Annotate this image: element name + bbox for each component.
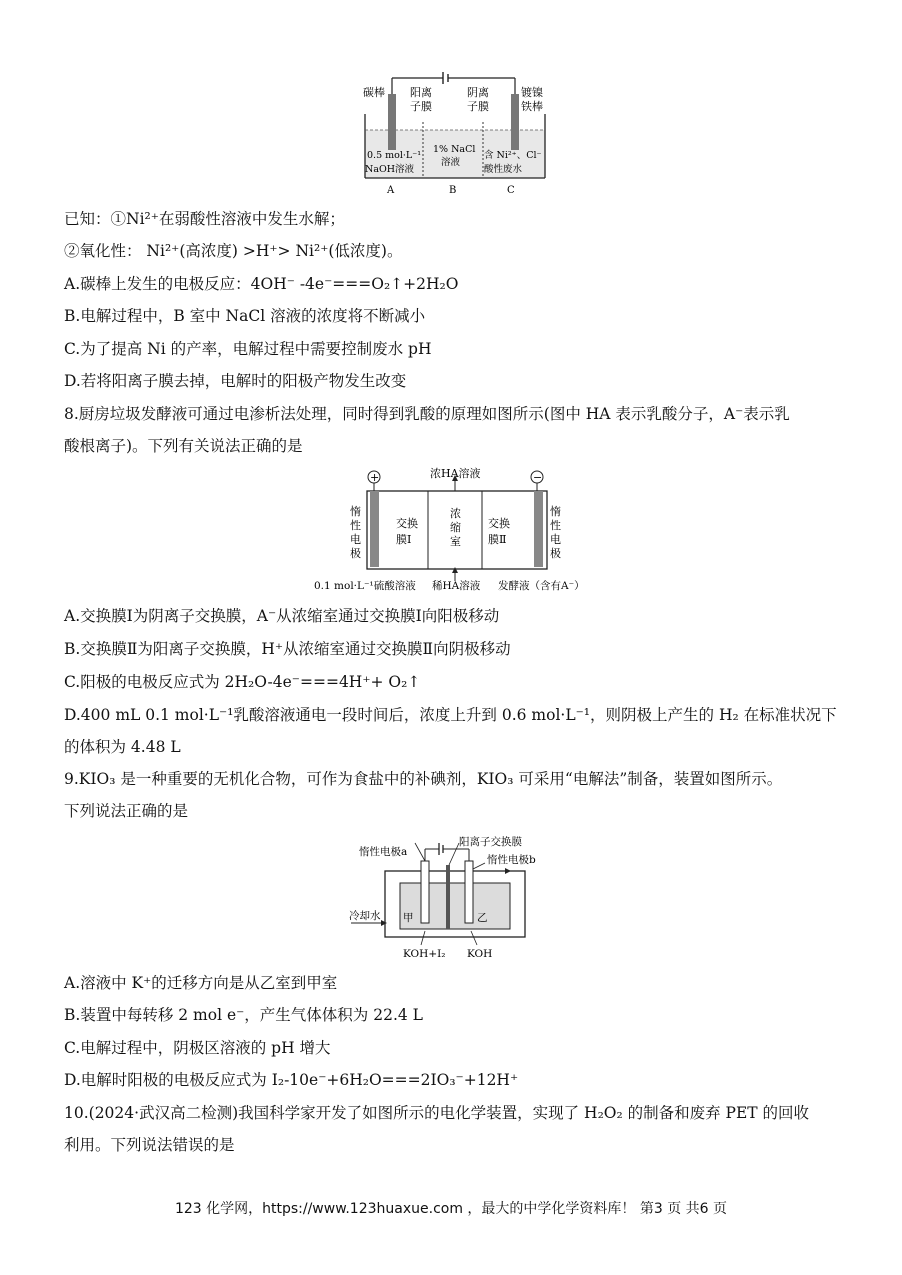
inert-right-2: 性 [550,519,561,532]
electrolysis-diagram-1 [355,66,555,198]
membrane-2-label-1: 交换 [488,517,510,530]
q9-option-d: D.电解时阳极的电极反应式为 I₂-10e⁻+6H₂O===2IO₃⁻+12H⁺ [64,1071,519,1089]
conc-room-3: 室 [450,535,461,548]
q9-option-b: B.装置中每转移 2 mol e⁻，产生气体体积为 22.4 L [64,1006,423,1024]
q8-option-a: A.交换膜Ⅰ为阴离子交换膜，A⁻从浓缩室通过交换膜Ⅰ向阳极移动 [64,607,500,625]
bottom-left-label: 0.1 mol·L⁻¹硫酸溶液 [314,580,416,592]
inert-right-3: 电 [550,533,561,546]
page-footer: 123 化学网，https://www.123huaxue.com ，最大的中学化学资料库！ 第3 页 共6 页 [174,1201,728,1217]
room-a-label: A [387,185,395,196]
inert-right-1: 惰 [550,505,561,518]
electrode-a-label: 惰性电极a [359,846,408,858]
q10-stem-1: 10.(2024·武汉高二检测)我国科学家开发了如图所示的电化学装置，实现了 H₂O₂ 的制备和废弃 PET 的回收 [64,1104,810,1122]
waste-label-2: 酸性废水 [484,164,523,175]
room-yi-label: 乙 [477,912,488,924]
conc-room-2: 缩 [450,521,461,534]
q9-stem-1: 9.KIO₃ 是一种重要的无机化合物，可作为食盐中的补碘剂，KIO₃ 可采用“电解法”制备，装置如图所示。 [64,770,783,788]
bottom-mid-label: 稀HA溶液 [432,580,481,592]
membrane-1-label-2: 膜Ⅰ [396,533,412,546]
cation-membrane-label-1: 阳离 [410,86,432,99]
conc-room-1: 浓 [450,507,461,520]
naoh-label-2: NaOH溶液 [365,164,415,175]
q8-option-b: B.交换膜Ⅱ为阳离子交换膜，H⁺从浓缩室通过交换膜Ⅱ向阴极移动 [64,640,511,658]
q8-option-d-2: 的体积为 4.48 L [64,738,181,756]
q10-stem-2: 利用。下列说法错误的是 [64,1136,235,1154]
q7-known-1: 已知：①Ni²⁺在弱酸性溶液中发生水解； [64,210,345,228]
q7-known-2: ②氧化性： Ni²⁺(高浓度) >H⁺> Ni²⁺(低浓度)。 [64,242,403,260]
inert-left-3: 电 [350,533,361,546]
room-c-label: C [507,185,515,196]
waste-label-1: 含 Ni²⁺、Cl⁻ [484,150,542,161]
minus-sign: − [533,471,543,484]
koh-i2-label: KOH+I₂ [403,948,446,960]
q8-option-d-1: D.400 mL 0.1 mol·L⁻¹乳酸溶液通电一段时间后，浓度上升到 0.6 mol·L⁻¹，则阴极上产生的 H₂ 在标准状况下 [64,706,837,724]
naoh-label-1: 0.5 mol·L⁻¹ [367,150,422,161]
membrane-2-label-2: 膜Ⅱ [488,533,507,546]
carbon-rod-label: 碳棒 [363,86,385,99]
q7-option-a: A.碳棒上发生的电极反应：4OH⁻ -4e⁻===O₂↑+2H₂O [64,275,459,293]
nickel-rod-label-1: 镀镍 [521,86,543,99]
q8-stem-2: 酸根离子)。下列有关说法正确的是 [64,437,303,455]
q7-option-c: C.为了提高 Ni 的产率，电解过程中需要控制废水 pH [64,340,432,358]
anion-membrane-label-1: 阴离 [467,86,489,99]
inert-right-4: 极 [550,547,561,560]
q7-option-d: D.若将阳离子膜去掉，电解时的阳极产物发生改变 [64,372,407,390]
nickel-rod-label-2: 铁棒 [521,100,543,113]
anion-membrane-label-2: 子膜 [467,100,489,113]
plus-sign: + [370,471,380,484]
q9-stem-2: 下列说法正确的是 [64,802,189,820]
electrode-b-label: 惰性电极b [487,854,536,866]
inert-left-2: 性 [350,519,361,532]
q8-option-c: C.阳极的电极反应式为 2H₂O-4e⁻===4H⁺+ O₂↑ [64,673,421,691]
q9-option-c: C.电解过程中，阴极区溶液的 pH 增大 [64,1039,331,1057]
koh-label: KOH [467,948,493,960]
room-b-label: B [449,185,457,196]
top-label: 浓HA溶液 [430,467,481,480]
q7-option-b: B.电解过程中，B 室中 NaCl 溶液的浓度将不断减小 [64,307,426,325]
q9-option-a: A.溶液中 K⁺的迁移方向是从乙室到甲室 [64,974,338,992]
inert-left-4: 极 [350,547,361,560]
room-jia-label: 甲 [403,912,414,924]
membrane-label: 阳离子交换膜 [459,836,522,848]
electrodialysis-diagram [312,465,602,597]
cooling-water-label: 冷却水 [349,910,381,922]
inert-left-1: 惰 [350,505,361,518]
nacl-label-2: 溶液 [441,157,461,168]
q8-stem-1: 8.厨房垃圾发酵液可通过电渗析法处理，同时得到乳酸的原理如图所示(图中 HA 表示乳酸分子，A⁻表示乳 [64,405,790,423]
membrane-1-label-1: 交换 [396,517,418,530]
kio3-electrolysis-diagram [345,835,565,963]
bottom-right-label: 发酵液（含有A⁻） [498,580,585,592]
nacl-label-1: 1% NaCl [433,144,476,155]
cation-membrane-label-2: 子膜 [410,100,432,113]
